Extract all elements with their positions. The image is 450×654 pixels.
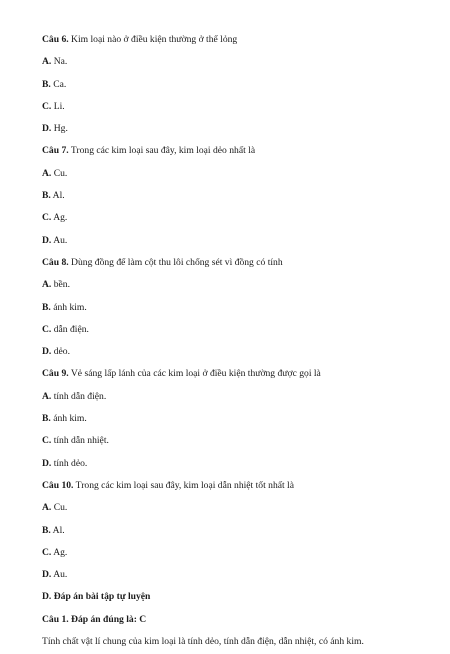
option-c: [42, 101, 422, 113]
option-text: Ag.: [51, 546, 68, 558]
option-text: Na.: [51, 56, 68, 68]
option-text: tính dẫn điện.: [51, 390, 107, 402]
option-letter: D.: [42, 234, 52, 246]
question-label: Câu 9.: [42, 368, 69, 380]
option-text: dẻo.: [51, 346, 70, 358]
option-letter: B.: [42, 190, 51, 202]
option-letter: C.: [42, 100, 52, 112]
section-heading-text: D. Đáp án bài tập tự luyện: [42, 591, 151, 603]
option-b: [42, 413, 422, 425]
option-b: [42, 525, 422, 537]
question-text: Trong các kim loại sau đây, kim loại dẫn nhiệt tốt nhất là: [73, 479, 294, 491]
question-9: [42, 368, 422, 380]
option-text: Al.: [50, 524, 65, 536]
option-letter: A.: [42, 390, 52, 402]
option-text: dẫn điện.: [51, 323, 89, 335]
option-b: [42, 190, 422, 202]
option-c: [42, 547, 422, 559]
option-letter: A.: [42, 279, 52, 291]
option-d: [42, 235, 422, 247]
option-text: ánh kim.: [50, 301, 87, 313]
option-text: Cu.: [51, 167, 68, 179]
question-label: Câu 7.: [42, 145, 69, 157]
option-b: [42, 302, 422, 314]
option-d: [42, 346, 422, 358]
option-letter: A.: [42, 167, 52, 179]
question-label: Câu 10.: [42, 479, 74, 491]
option-d: [42, 123, 422, 135]
option-letter: B.: [42, 413, 51, 425]
option-a: [42, 391, 422, 403]
option-d: [42, 569, 422, 581]
question-text: Dùng đồng để làm cột thu lôi chống sét vì đồng có tính: [68, 256, 283, 268]
option-letter: B.: [42, 301, 51, 313]
option-text: bền.: [51, 279, 70, 291]
option-text: Al.: [50, 190, 65, 202]
question-text: Trong các kim loại sau đây, kim loại dẻo nhất là: [68, 145, 256, 157]
document-page: [42, 34, 422, 654]
option-letter: D.: [42, 346, 52, 358]
option-text: Au.: [51, 234, 68, 246]
option-c: [42, 435, 422, 447]
question-10: [42, 480, 422, 492]
option-a: [42, 279, 422, 291]
answer-heading: [42, 614, 422, 626]
question-label: Câu 8.: [42, 256, 69, 268]
option-letter: C.: [42, 546, 52, 558]
option-a: [42, 168, 422, 180]
option-text: Ca.: [50, 78, 67, 90]
option-letter: C.: [42, 212, 52, 224]
option-text: Ag.: [51, 212, 68, 224]
option-text: tính dẻo.: [51, 457, 88, 469]
option-c: [42, 212, 422, 224]
question-label: Câu 6.: [42, 34, 69, 45]
option-text: Li.: [51, 100, 65, 112]
option-text: ánh kim.: [50, 413, 87, 425]
option-letter: A.: [42, 56, 52, 68]
option-a: [42, 56, 422, 68]
section-heading: [42, 591, 422, 603]
option-letter: C.: [42, 435, 52, 447]
answer-heading-text: Câu 1. Đáp án đúng là: C: [42, 613, 147, 625]
option-c: [42, 324, 422, 336]
option-a: [42, 502, 422, 514]
question-6: [42, 34, 422, 46]
question-text: Kim loại nào ở điều kiện thường ở thể lỏng: [68, 34, 238, 45]
option-letter: D.: [42, 569, 52, 581]
option-b: [42, 79, 422, 91]
option-text: Au.: [51, 569, 68, 581]
question-7: [42, 145, 422, 157]
option-letter: D.: [42, 123, 52, 135]
option-letter: B.: [42, 78, 51, 90]
option-letter: C.: [42, 323, 52, 335]
option-text: Cu.: [51, 502, 68, 514]
option-d: [42, 458, 422, 470]
option-letter: D.: [42, 457, 52, 469]
option-letter: A.: [42, 502, 52, 514]
question-8: [42, 257, 422, 269]
option-letter: B.: [42, 524, 51, 536]
option-text: tính dẫn nhiệt.: [51, 435, 109, 447]
question-text: Vẻ sáng lấp lánh của các kim loại ở điều kiện thường được gọi là: [68, 368, 321, 380]
answer-explanation: Tính chất vật lí chung của kim loại là tính dẻo, tính dẫn điện, dẫn nhiệt, có ánh kim.: [42, 636, 364, 648]
option-text: Hg.: [51, 123, 68, 135]
